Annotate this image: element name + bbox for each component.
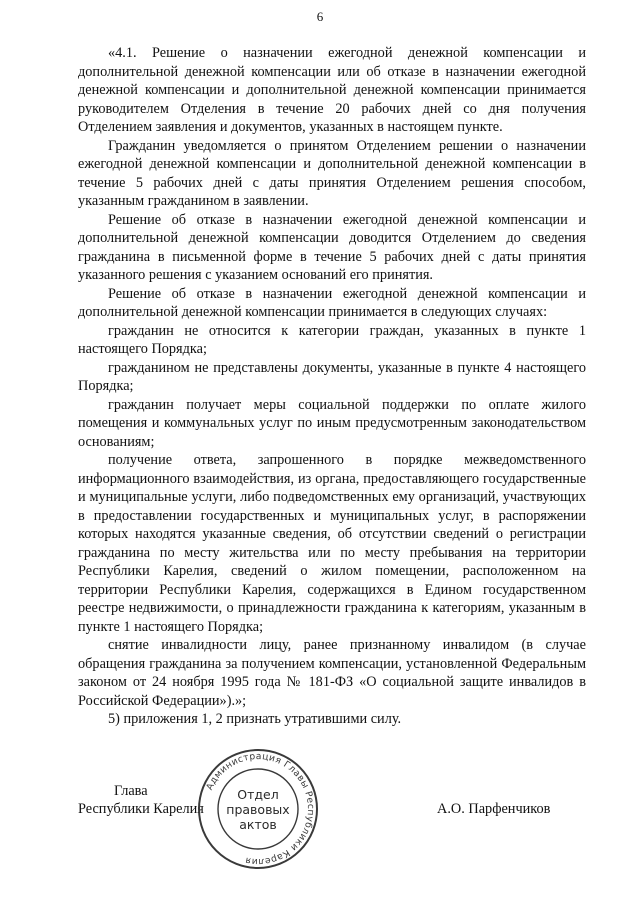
stamp-line1: Отдел <box>237 787 279 802</box>
paragraph: Решение об отказе в назначении ежегодной денежной компенсации и дополнительной денежной компенсации доводится Отделением до сведения гражданина в письменной форме в течение 5 рабочих дней с даты принятия указанного решения с указанием оснований его принятия. <box>78 211 586 283</box>
paragraph: Решение об отказе в назначении ежегодной денежной компенсации и дополнительной денежной компенсации принимается в следующих случаях: <box>78 285 586 320</box>
paragraph: Гражданин уведомляется о принятом Отделением решении о назначении ежегодной денежной компенсации и дополнительной денежной компенсации в течение 5 рабочих дней с даты принятия Отделением решения способом, указанным гражданином в заявлении. <box>78 137 586 209</box>
paragraph: гражданин получает меры социальной поддержки по оплате жилого помещения и коммунальных услуг по иным предусмотренным законодательством основаниям; <box>78 396 586 450</box>
paragraph: получение ответа, запрошенного в порядке межведомственного информационного взаимодействия, из органа, предоставляющего государственные и муниципальные услуги, либо подведомственных ему организаций, участвующих в предоставлении государственных и муниципальных услуг, в распоряжении которых находятся указанные сведения, об отсутствии сведений о регистрации гражданина по месту жительства или по месту пребывания на территории Республики Карелия, сведений о жилом помещении, расположенном на территории Республики Карелия, содержащихся в Едином государственном реестре недвижимости, о принадлежности гражданина к категориям, указанным в пункте 1 настоящего Порядка; <box>78 452 586 635</box>
signatory-name: А.О. Парфенчиков <box>437 801 551 817</box>
stamp-ring-textpath: Администрация Главы Республики Карелия <box>204 750 317 868</box>
stamp-line3: актов <box>239 817 277 832</box>
approval-stamp <box>196 747 320 871</box>
signatory-title-line2: Республики Карелия <box>78 801 204 817</box>
page-number: 6 <box>316 9 324 24</box>
document-body <box>78 44 586 729</box>
stamp-line2: правовых <box>226 802 290 817</box>
paragraph: «4.1. Решение о назначении ежегодной денежной компенсации и дополнительной денежной компенсации или об отказе в назначении ежегодной денежной компенсации и дополнительной денежной компенсации принимается руководителем Отделения в течение 20 рабочих дней со дня получения Отделением заявления и документов, указанных в настоящем пункте. <box>78 45 586 135</box>
paragraph: гражданином не представлены документы, указанные в пункте 4 настоящего Порядка; <box>78 359 586 394</box>
paragraph: 5) приложения 1, 2 признать утратившими силу. <box>108 711 402 727</box>
paragraph: гражданин не относится к категории граждан, указанных в пункте 1 настоящего Порядка; <box>78 322 586 357</box>
paragraph: снятие инвалидности лицу, ранее признанному инвалидом (в случае обращения гражданина за получением компенсации, установленной Федеральным законом от 24 ноября 1995 года № 181-ФЗ «О социальной защите инвалидов в Российской Федерации»).»; <box>78 637 586 709</box>
signatory-title-line1: Глава <box>114 783 148 799</box>
